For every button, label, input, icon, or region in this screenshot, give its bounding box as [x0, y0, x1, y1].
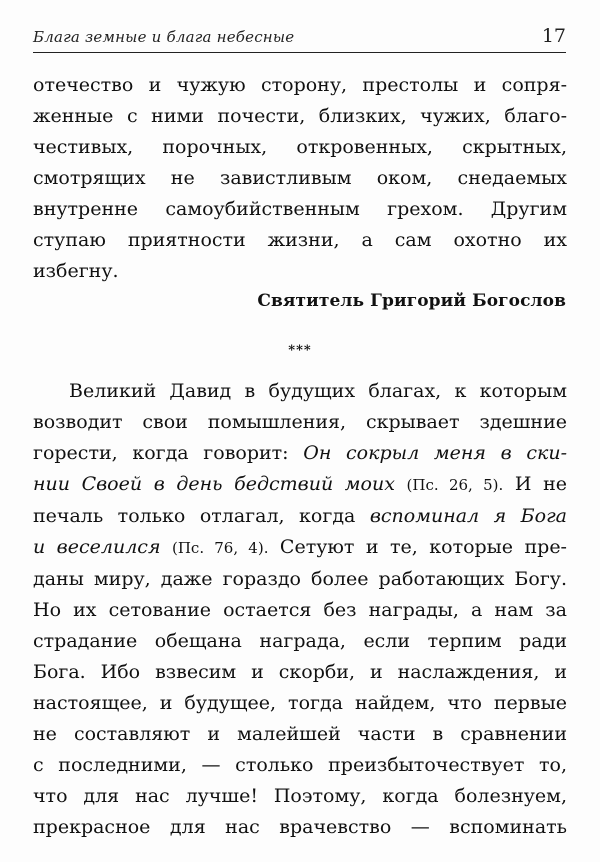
- text-line: [33, 438, 567, 469]
- text-line: ступаю приятности жизни, а сам охотно их: [33, 229, 567, 251]
- text-line: прекрасное для нас врачевство — вспоминать: [33, 816, 567, 838]
- text-line: избегну.: [33, 260, 119, 282]
- paragraph-main: [33, 376, 567, 843]
- scripture-quote: и веселился: [33, 536, 161, 558]
- page-number: 17: [541, 25, 566, 47]
- text-line: страдание обещана награда, если терпим ради: [33, 630, 567, 652]
- text-line: [33, 532, 567, 564]
- text-line: с последними, — столько преизбыточествует то,: [33, 754, 567, 776]
- text-line: внутренне самоубийственным грехом. Другим: [33, 198, 567, 220]
- text-line: настоящее, и будущее, тогда найдем, что первые: [33, 692, 567, 714]
- text-line: Бога. Ибо взвесим и скорби, и наслаждения, и: [33, 661, 567, 683]
- scripture-reference: (Пс. 76, 4).: [171, 539, 269, 557]
- text-line: не составляют и малейшей части в сравнении: [33, 723, 567, 745]
- text-line: [33, 469, 567, 501]
- running-head: Блага земные и блага небесные: [33, 28, 295, 46]
- text-line: даны миру, даже гораздо более работающих Богу.: [33, 568, 567, 590]
- text-fragment: И не: [503, 473, 567, 495]
- scripture-quote: вспоминал я Бога: [369, 505, 567, 527]
- text-line: женные с ними почести, близких, чужих, благо-: [33, 105, 567, 127]
- text-fragment: печаль только отлагал, когда: [33, 505, 370, 527]
- scripture-quote: Он сокрыл меня в ски-: [303, 442, 567, 464]
- text-line: Но их сетование остается без награды, а нам за: [33, 599, 567, 621]
- text-line: возводит свои помышления, скрывает здешние: [33, 411, 567, 433]
- text-line: что для нас лучше! Поэтому, когда болезнуем,: [33, 785, 567, 807]
- paragraph-continued: [33, 70, 567, 287]
- page-header: [33, 24, 566, 53]
- section-separator: ***: [288, 343, 312, 358]
- text-fragment: Сетуют и те, которые пре-: [268, 536, 567, 558]
- quote-attribution: Святитель Григорий Богослов: [257, 291, 566, 311]
- text-line: отечество и чужую сторону, престолы и сопря-: [33, 74, 567, 96]
- text-fragment: горести, когда говорит:: [33, 442, 304, 464]
- text-line: смотрящих не завистливым оком, снедаемых: [33, 167, 567, 189]
- text-line: [33, 501, 567, 532]
- text-line: Великий Давид в будущих благах, к которым: [69, 380, 567, 402]
- scripture-quote: нии Своей в день бедствий моих: [33, 473, 395, 495]
- text-line: честивых, порочных, откровенных, скрытных,: [33, 136, 567, 158]
- scripture-reference: (Пс. 26, 5).: [406, 476, 504, 494]
